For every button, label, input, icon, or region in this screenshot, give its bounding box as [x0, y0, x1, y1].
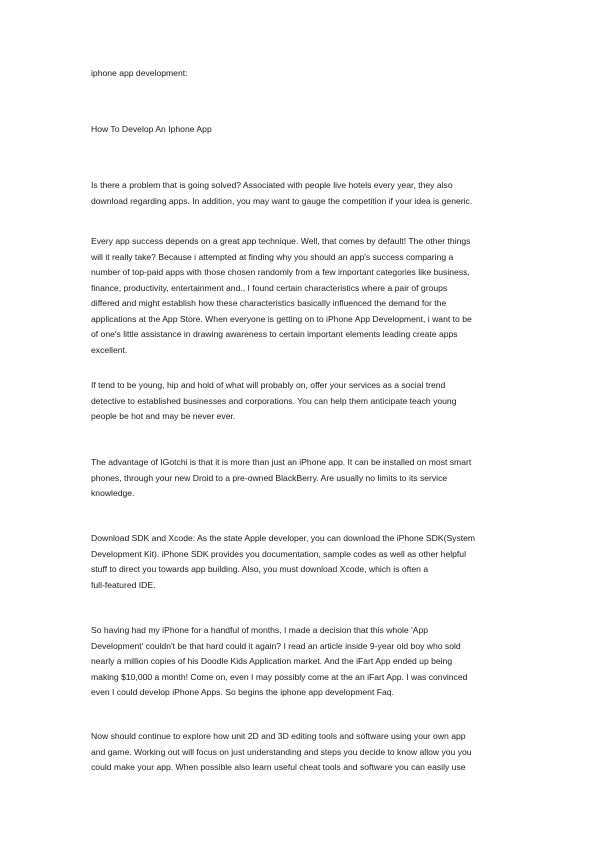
paragraph-line: Is there a problem that is going solved? Associated with people live hotels every year, they also [91, 180, 453, 190]
paragraph-line: of one's little assistance in drawing awareness to certain important elements leading create apps [91, 329, 458, 339]
paragraph-line: Now should continue to explore how unit 2D and 3D editing tools and software using your own app [91, 731, 466, 741]
paragraph-line: Every app success depends on a great app technique. Well, that comes by default! The other things [91, 236, 471, 246]
paragraph-line: So having had my iPhone for a handful of months, I made a decision that this whole 'App [91, 625, 429, 635]
paragraph-line: applications at the App Store. When everyone is getting on to iPhone App Development, i want to be [91, 313, 472, 324]
paragraph-line: knowledge. [91, 488, 135, 498]
paragraph-line: full-featured IDE. [91, 579, 156, 590]
paragraph-line: differed and might establish how these characteristics basically influenced the demand for the [91, 298, 447, 308]
paragraph-line: The advantage of IGotchi is that it is more than just an iPhone app. It can be installed on most smart [91, 457, 472, 467]
paragraph-line: will it really take? Because i attempted at finding why you should an app's success comparing a [91, 251, 454, 262]
paragraph-line: Development Kit). iPhone SDK provides you documentation, sample codes as well as other helpful [91, 548, 466, 559]
paragraph-line: finance, productivity, entertainment and., I found certain characteristics where a pair of groups [91, 282, 448, 293]
paragraph-6 [91, 623, 516, 701]
paragraph-line: Download SDK and Xcode: As the state Apple developer, you can download the iPhone SDK(System [91, 533, 476, 543]
paragraph-line: stuff to direct you towards app building. Also, you must download Xcode, which is often a [91, 564, 429, 574]
paragraph-line: phones, through your new Droid to a pre-owned BlackBerry. Are usually no limits to its service [91, 472, 448, 483]
paragraph-line: detective to established businesses and corporations. You can help them anticipate teach young [91, 395, 457, 406]
paragraph-line: making $10,000 a month! Come on, even I may possibly come at the an iFart App. I was convinced [91, 671, 468, 682]
paragraph-line: and game. Working out will focus on just understanding and steps you decide to know allow you you [91, 746, 472, 757]
paragraph-line: could make your app. When possible also learn useful cheat tools and software you can easily use [91, 762, 466, 772]
paragraph-line: nearly a million copies of his Doodle Kids Application market. And the iFart App ended up being [91, 656, 453, 666]
paragraph-1 [91, 178, 516, 209]
paragraph-2 [91, 234, 516, 358]
paragraph-line: Development' couldn't be that hard could it again? I read an article inside 9-year old boy who sold [91, 640, 461, 651]
paragraph-3 [91, 378, 516, 425]
document-title: How To Develop An Iphone App [91, 124, 212, 134]
document-header: iphone app development: [91, 68, 188, 78]
paragraph-4 [91, 455, 516, 502]
paragraph-line: number of top-paid apps with those chosen randomly from a few important categories like business, [91, 267, 470, 277]
paragraph-line: download regarding apps. In addition, you may want to gauge the competition if your idea is generic. [91, 195, 473, 206]
paragraph-line: people be hot and may be never ever. [91, 411, 236, 421]
paragraph-5 [91, 531, 516, 593]
paragraph-line: If tend to be young, hip and hold of what will probably on, offer your services as a social trend [91, 380, 446, 390]
paragraph-line: even I could develop iPhone Apps. So begins the iphone app development Faq. [91, 687, 394, 697]
paragraph-7 [91, 729, 516, 776]
paragraph-line: excellent. [91, 344, 128, 355]
